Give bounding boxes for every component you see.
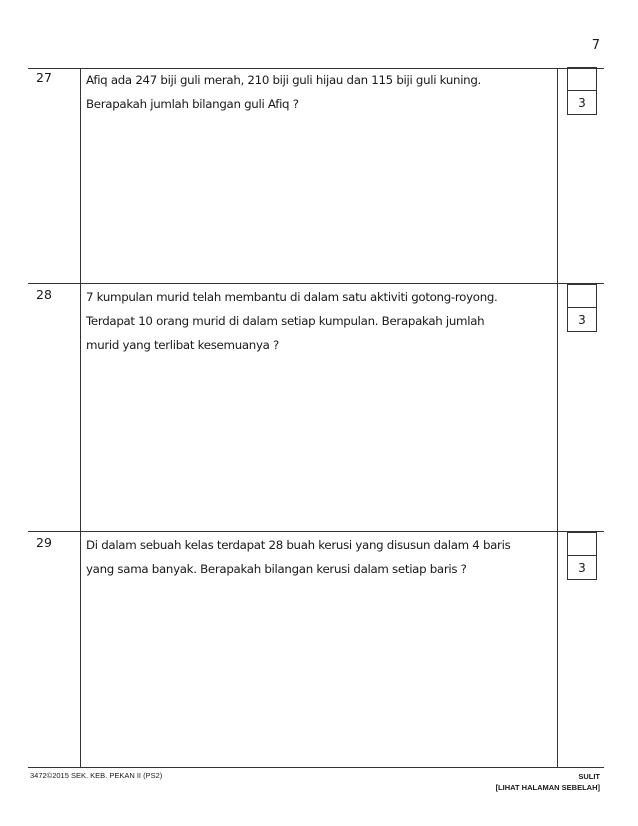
- mark-box-divider: [568, 90, 596, 91]
- question-text: [86, 285, 548, 357]
- question-line: Terdapat 10 orang murid di dalam setiap kumpulan. Berapakah jumlah: [86, 314, 485, 328]
- mark-box: [567, 284, 597, 332]
- question-line: Berapakah jumlah bilangan guli Afiq ?: [86, 97, 299, 111]
- question-table: [28, 68, 604, 768]
- mark-box: [567, 532, 597, 580]
- footer-right: [496, 771, 600, 793]
- marks-value: 3: [578, 96, 586, 110]
- question-text: [86, 533, 548, 581]
- row-divider: [28, 531, 604, 532]
- question-line: 7 kumpulan murid telah membantu di dalam satu aktiviti gotong-royong.: [86, 290, 498, 304]
- page-number: 7: [591, 38, 600, 53]
- question-line: Di dalam sebuah kelas terdapat 28 buah kerusi yang disusun dalam 4 baris: [86, 538, 511, 552]
- mark-box-divider: [568, 555, 596, 556]
- table-bottom-border: [28, 767, 604, 768]
- question-number: 29: [36, 535, 52, 550]
- column-divider: [557, 68, 558, 768]
- question-number: 28: [36, 287, 52, 302]
- question-line: murid yang terlibat kesemuanya ?: [86, 338, 280, 352]
- marks-value: 3: [578, 313, 586, 327]
- column-divider: [80, 68, 81, 768]
- question-line: Afiq ada 247 biji guli merah, 210 biji guli hijau dan 115 biji guli kuning.: [86, 73, 481, 87]
- next-page-note: [LIHAT HALAMAN SEBELAH]: [495, 783, 600, 792]
- mark-box-divider: [568, 307, 596, 308]
- row-divider: [28, 283, 604, 284]
- classification-label: SULIT: [578, 772, 600, 781]
- mark-box: [567, 67, 597, 115]
- question-text: [86, 68, 548, 116]
- question-number: 27: [36, 70, 52, 85]
- marks-value: 3: [578, 561, 586, 575]
- footer-code: 3472©2015 SEK. KEB. PEKAN II (PS2): [30, 771, 163, 780]
- question-line: yang sama banyak. Berapakah bilangan kerusi dalam setiap baris ?: [86, 562, 467, 576]
